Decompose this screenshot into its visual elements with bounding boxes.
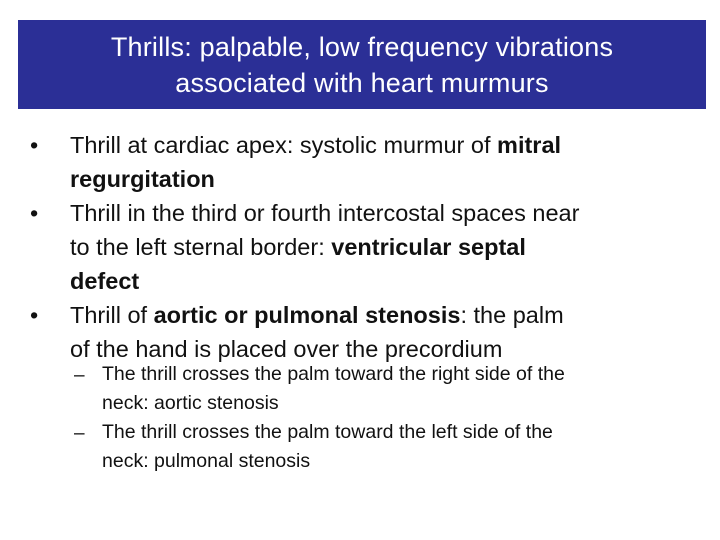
bullet-1-text: Thrill at cardiac apex: systolic murmur of [70, 132, 498, 158]
bullet-3-text-2: : the palm [460, 302, 564, 328]
title-line-2: associated with heart murmurs [175, 67, 549, 98]
bullet-2-text-2: to the left sternal border: [70, 234, 332, 260]
subbullet-marker: – [74, 423, 85, 444]
bullet-2-bold-2: defect [70, 268, 140, 294]
subbullet-marker: – [74, 365, 85, 386]
bullet-marker: • [30, 200, 39, 226]
bullet-marker: • [30, 302, 39, 328]
subbullet-1 [102, 360, 702, 418]
bullet-1-bold-1: mitral [497, 132, 562, 158]
bullet-marker: • [30, 132, 39, 158]
bullet-3-text-3: of the hand is placed over the precordium [70, 336, 503, 362]
bullet-2 [70, 196, 710, 298]
bullet-2-bold-1: ventricular septal [331, 234, 526, 260]
subbullet-2 [102, 418, 702, 476]
bullet-1-bold-2: regurgitation [70, 166, 215, 192]
subbullet-1-line-1: The thrill crosses the palm toward the right side of the [102, 363, 565, 385]
subbullet-1-line-2: neck: aortic stenosis [102, 392, 279, 414]
title-line-1: Thrills: palpable, low frequency vibrations [110, 31, 614, 62]
subbullet-2-line-2: neck: pulmonal stenosis [102, 450, 311, 472]
bullet-3-bold: aortic or pulmonal stenosis [153, 302, 461, 328]
subbullet-2-line-1: The thrill crosses the palm toward the left side of the [102, 421, 553, 443]
bullet-3 [70, 298, 710, 366]
bullet-1 [70, 128, 710, 196]
bullet-2-text-1: Thrill in the third or fourth intercostal spaces near [70, 200, 580, 226]
bullet-3-text-1: Thrill of [70, 302, 154, 328]
